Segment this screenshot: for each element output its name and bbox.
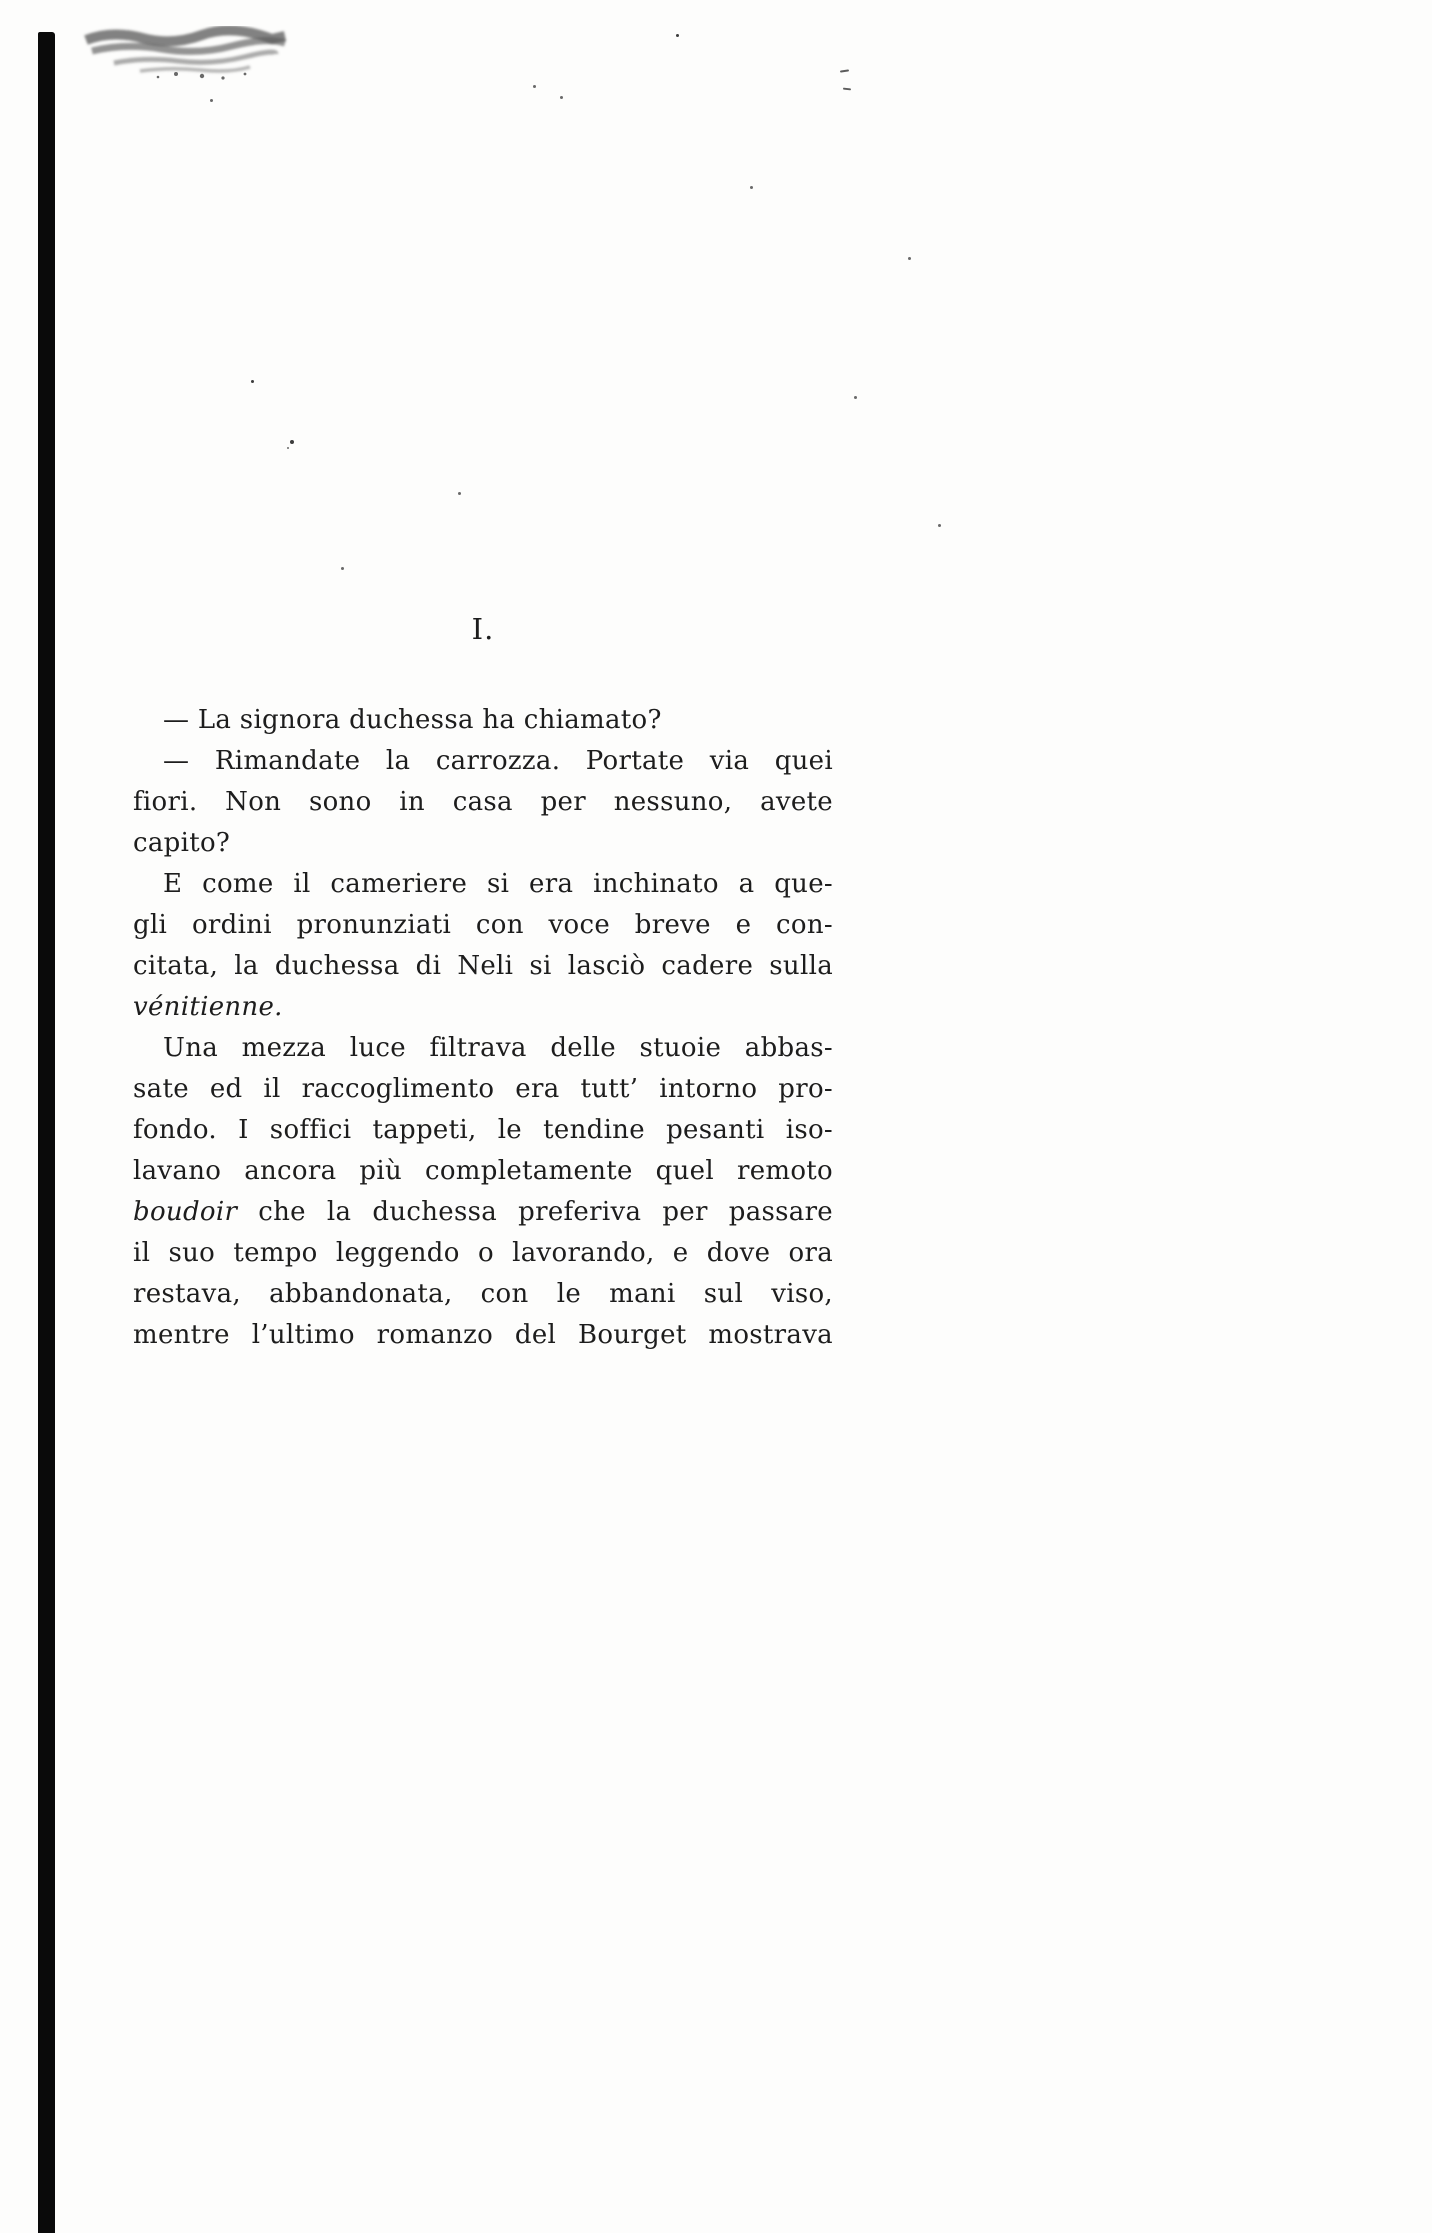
text-line: [133, 1151, 833, 1192]
scan-speck: [458, 492, 461, 495]
scan-speck: [908, 257, 911, 260]
text-segment: — La signora duchessa ha chiamato?: [163, 705, 662, 735]
text-line: [133, 1069, 833, 1110]
text-block: [133, 700, 833, 1356]
text-segment: fiori. Non sono in casa per nessuno, avete: [133, 787, 833, 817]
text-line: [133, 741, 833, 782]
text-line: [133, 1110, 833, 1151]
text-line: [133, 1233, 833, 1274]
text-line: [133, 1315, 833, 1356]
text-line: [133, 987, 833, 1028]
text-segment: lavano ancora più completamente quel remoto: [133, 1156, 833, 1186]
scan-speck: [750, 186, 753, 189]
text-line: [133, 823, 833, 864]
scan-speck: [210, 99, 213, 102]
scan-speck: [938, 524, 941, 527]
text-line: [133, 864, 833, 905]
text-line: [133, 1192, 833, 1233]
text-line: [133, 700, 833, 741]
italic-text-segment: vénitienne.: [133, 992, 283, 1022]
scan-mark: [840, 69, 849, 72]
text-segment: E come il cameriere si era inchinato a que-: [163, 869, 833, 899]
scan-speck: [676, 34, 679, 37]
italic-text-segment: boudoir: [133, 1197, 238, 1227]
text-segment: citata, la duchessa di Neli si lasciò cadere sulla: [133, 951, 833, 981]
text-segment: Una mezza luce filtrava delle stuoie abbas-: [163, 1033, 833, 1063]
scan-speck: [854, 396, 857, 399]
text-segment: capito?: [133, 828, 231, 858]
text-segment: il suo tempo leggendo o lavorando, e dove ora: [133, 1238, 833, 1268]
chapter-number: I.: [471, 612, 495, 646]
scan-speck: [533, 85, 536, 88]
text-line: [133, 946, 833, 987]
scan-speck: [287, 447, 289, 449]
scan-speck: [290, 440, 294, 444]
scan-mark: [843, 88, 851, 91]
text-segment: che la duchessa preferiva per passare: [237, 1197, 833, 1227]
text-segment: sate ed il raccoglimento era tutt’ intorno pro-: [133, 1074, 833, 1104]
text-segment: fondo. I soffici tappeti, le tendine pesanti iso-: [133, 1115, 833, 1145]
text-segment: — Rimandate la carrozza. Portate via quei: [163, 746, 833, 776]
scan-speck: [341, 567, 344, 570]
text-line: [133, 905, 833, 946]
book-binding-shadow: [38, 32, 55, 2233]
text-segment: gli ordini pronunziati con voce breve e con-: [133, 910, 833, 940]
text-line: [133, 1274, 833, 1315]
text-segment: restava, abbandonata, con le mani sul viso,: [133, 1279, 833, 1309]
text-segment: mentre l’ultimo romanzo del Bourget mostrava: [133, 1320, 833, 1350]
text-line: [133, 1028, 833, 1069]
scan-speck: [560, 96, 563, 99]
ink-smudge: [80, 24, 310, 82]
text-line: [133, 782, 833, 823]
scan-speck: [251, 380, 254, 383]
ink-smudge-graphic: [80, 24, 310, 82]
